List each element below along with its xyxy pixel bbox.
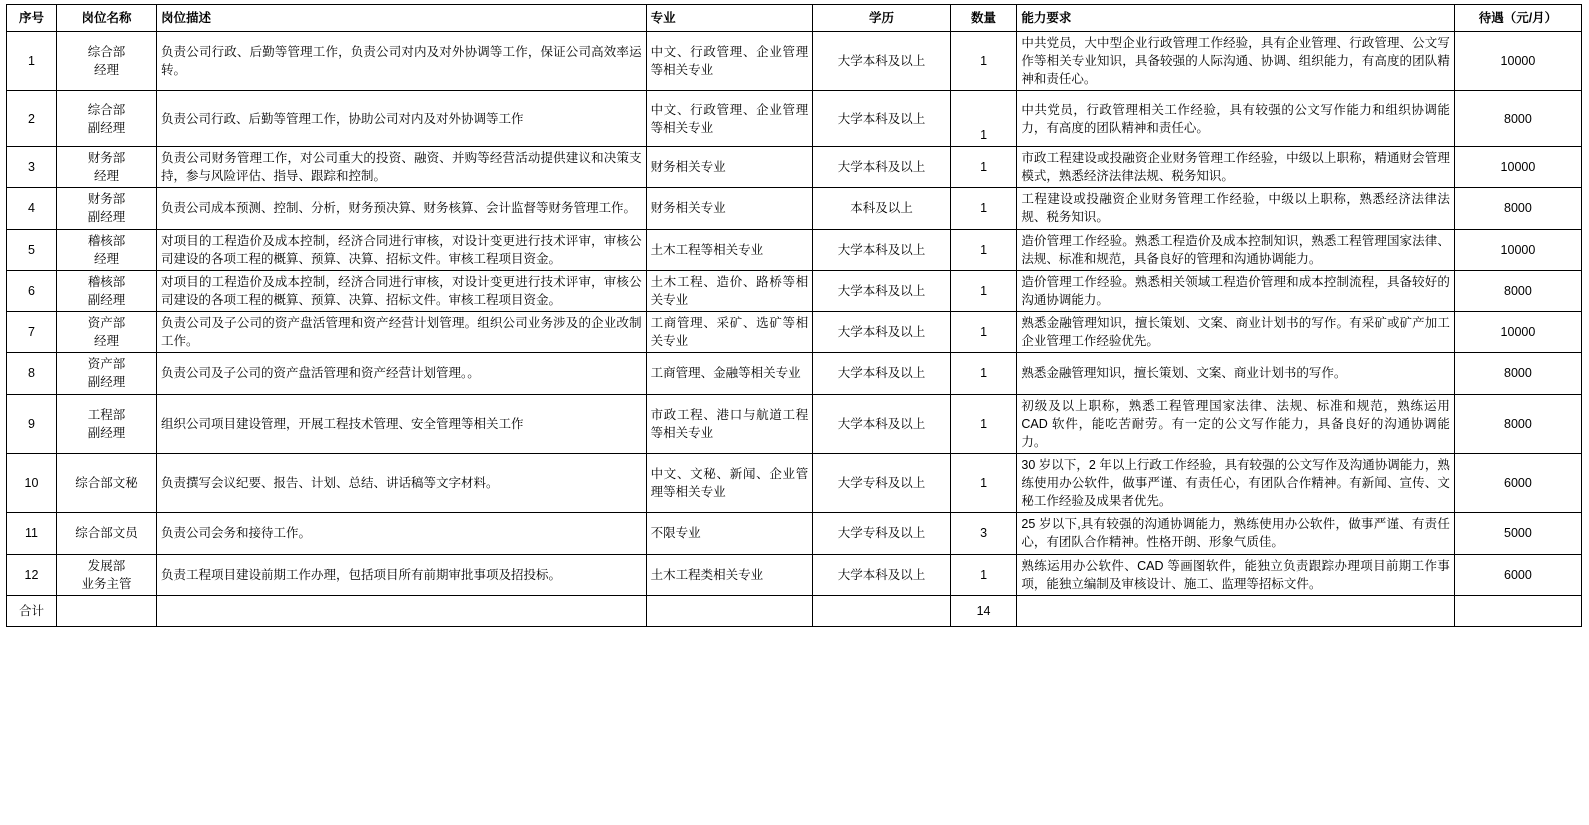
cell-description: 负责工程项目建设前期工作办理，包括项目所有前期审批事项及招投标。 (157, 554, 647, 595)
column-header-description: 岗位描述 (157, 5, 647, 32)
column-header-index: 序号 (7, 5, 57, 32)
cell-education: 大学本科及以上 (813, 353, 951, 394)
cell-pay: 10000 (1454, 312, 1581, 353)
column-header-title: 岗位名称 (57, 5, 157, 32)
cell-requirement: 熟练运用办公软件、CAD 等画图软件，能独立负责跟踪办理项目前期工作事项，能独立编制及审核设计、施工、监理等招标文件。 (1017, 554, 1454, 595)
cell-description: 负责公司及子公司的资产盘活管理和资产经营计划管理。组织公司业务涉及的企业改制工作。 (157, 312, 647, 353)
cell-title-line1: 财务部 (87, 192, 126, 207)
cell-index: 1 (7, 32, 57, 91)
cell-requirement: 中共党员，行政管理相关工作经验，具有较强的公文写作能力和组织协调能力，有高度的团队精神和责任心。 (1017, 91, 1454, 147)
cell-title-line2: 经理 (93, 169, 119, 184)
cell-title-line1: 综合部 (87, 45, 126, 60)
cell-pay: 8000 (1454, 270, 1581, 311)
cell-education: 大学本科及以上 (813, 147, 951, 188)
cell-requirement: 30 岁以下，2 年以上行政工作经验，具有较强的公文写作及沟通协调能力，熟练使用办公软件，做事严谨、有责任心，有团队合作精神。有新闻、宣传、文秘工作经验及成果者优先。 (1017, 453, 1454, 512)
cell-major: 财务相关专业 (646, 147, 813, 188)
cell-title-line2: 副经理 (87, 425, 126, 440)
total-count: 14 (950, 595, 1017, 626)
cell-index: 4 (7, 188, 57, 229)
cell-education: 大学专科及以上 (813, 453, 951, 512)
cell-count: 1 (950, 554, 1017, 595)
cell-count: 1 (950, 32, 1017, 91)
total-requirement (1017, 595, 1454, 626)
table-row (7, 188, 1582, 229)
table-row (7, 353, 1582, 394)
table-row (7, 91, 1582, 147)
cell-index: 3 (7, 147, 57, 188)
cell-major: 中文、行政管理、企业管理等相关专业 (646, 91, 813, 147)
cell-major: 土木工程类相关专业 (646, 554, 813, 595)
cell-pay: 8000 (1454, 91, 1581, 147)
cell-title (57, 270, 157, 311)
cell-title-line2: 副经理 (87, 120, 126, 135)
cell-title-line2: 经理 (93, 63, 119, 78)
cell-education: 大学本科及以上 (813, 394, 951, 453)
cell-title: 综合部文秘 (57, 453, 157, 512)
table-body (7, 32, 1582, 596)
cell-requirement: 初级及以上职称，熟悉工程管理国家法律、法规、标准和规范，熟练运用 CAD 软件，能吃苦耐劳。有一定的公文写作能力，具备良好的沟通协调能力。 (1017, 394, 1454, 453)
column-header-education: 学历 (813, 5, 951, 32)
cell-title (57, 229, 157, 270)
cell-title (57, 554, 157, 595)
cell-pay: 6000 (1454, 453, 1581, 512)
cell-title-line2: 副经理 (87, 375, 126, 390)
cell-title-line1: 稽核部 (87, 233, 126, 248)
cell-pay: 8000 (1454, 394, 1581, 453)
total-description (157, 595, 647, 626)
cell-title-line1: 工程部 (87, 407, 126, 422)
cell-major: 土木工程等相关专业 (646, 229, 813, 270)
cell-description: 负责公司及子公司的资产盘活管理和资产经营计划管理。。 (157, 353, 647, 394)
cell-pay: 8000 (1454, 188, 1581, 229)
cell-index: 11 (7, 513, 57, 554)
cell-index: 6 (7, 270, 57, 311)
cell-requirement: 造价管理工作经验。熟悉相关领域工程造价管理和成本控制流程，具备较好的沟通协调能力。 (1017, 270, 1454, 311)
table-row (7, 32, 1582, 91)
cell-description: 负责撰写会议纪要、报告、计划、总结、讲话稿等文字材料。 (157, 453, 647, 512)
cell-title (57, 147, 157, 188)
cell-requirement: 工程建设或投融资企业财务管理工作经验，中级以上职称，熟悉经济法律法规、税务知识。 (1017, 188, 1454, 229)
cell-count: 3 (950, 513, 1017, 554)
total-label: 合计 (7, 595, 57, 626)
table-row (7, 312, 1582, 353)
cell-count-value: 1 (980, 128, 988, 143)
column-header-requirement: 能力要求 (1017, 5, 1454, 32)
total-title (57, 595, 157, 626)
table-footer (7, 595, 1582, 626)
table-row (7, 453, 1582, 512)
cell-count: 1 (950, 147, 1017, 188)
cell-title-line2: 业务主管 (81, 576, 132, 591)
cell-title-line2: 副经理 (87, 210, 126, 225)
table-row (7, 229, 1582, 270)
cell-major: 土木工程、造价、路桥等相关专业 (646, 270, 813, 311)
cell-count: 1 (950, 229, 1017, 270)
cell-education: 大学本科及以上 (813, 229, 951, 270)
cell-title-line1: 资产部 (87, 316, 126, 330)
cell-pay: 10000 (1454, 229, 1581, 270)
cell-description: 组织公司项目建设管理，开展工程技术管理、安全管理等相关工作 (157, 394, 647, 453)
job-requirements-table (6, 4, 1582, 627)
cell-index: 9 (7, 394, 57, 453)
cell-count: 1 (950, 353, 1017, 394)
table-row (7, 513, 1582, 554)
cell-major: 财务相关专业 (646, 188, 813, 229)
cell-major: 工商管理、金融等相关专业 (646, 353, 813, 394)
cell-count: 1 (950, 312, 1017, 353)
column-header-pay: 待遇（元/月） (1454, 5, 1581, 32)
column-header-count: 数量 (950, 5, 1017, 32)
cell-index: 10 (7, 453, 57, 512)
cell-title (57, 312, 157, 353)
cell-description: 对项目的工程造价及成本控制，经济合同进行审核，对设计变更进行技术评审，审核公司建设的各项工程的概算、预算、决算、招标文件。审核工程项目资金。 (157, 270, 647, 311)
cell-description: 负责公司会务和接待工作。 (157, 513, 647, 554)
cell-count (950, 91, 1017, 147)
table-row (7, 554, 1582, 595)
cell-index: 2 (7, 91, 57, 147)
cell-requirement: 中共党员，大中型企业行政管理工作经验，具有企业管理、行政管理、公文写作等相关专业知识，具备较强的人际沟通、协调、组织能力，有高度的团队精神和责任心。 (1017, 32, 1454, 91)
cell-major: 中文、行政管理、企业管理等相关专业 (646, 32, 813, 91)
total-education (813, 595, 951, 626)
cell-count: 1 (950, 270, 1017, 311)
table-row (7, 270, 1582, 311)
cell-title (57, 394, 157, 453)
cell-description: 对项目的工程造价及成本控制，经济合同进行审核，对设计变更进行技术评审，审核公司建设的各项工程的概算、预算、决算、招标文件。审核工程项目资金。 (157, 229, 647, 270)
cell-count: 1 (950, 453, 1017, 512)
cell-title-line2: 经理 (93, 334, 119, 349)
cell-requirement: 市政工程建设或投融资企业财务管理工作经验，中级以上职称，精通财会管理模式，熟悉经济法律法规、税务知识。 (1017, 147, 1454, 188)
cell-title-line2: 副经理 (87, 292, 126, 307)
total-row (7, 595, 1582, 626)
cell-pay: 6000 (1454, 554, 1581, 595)
cell-description: 负责公司成本预测、控制、分析，财务预决算、财务核算、会计监督等财务管理工作。 (157, 188, 647, 229)
cell-title-line1: 财务部 (87, 151, 126, 165)
cell-pay: 5000 (1454, 513, 1581, 554)
cell-requirement: 25 岁以下,具有较强的沟通协调能力，熟练使用办公软件，做事严谨、有责任心，有团队合作精神。性格开朗、形象气质佳。 (1017, 513, 1454, 554)
cell-education: 本科及以上 (813, 188, 951, 229)
cell-major: 市政工程、港口与航道工程等相关专业 (646, 394, 813, 453)
cell-requirement: 熟悉金融管理知识，擅长策划、文案、商业计划书的写作。 (1017, 353, 1454, 394)
cell-title (57, 32, 157, 91)
cell-education: 大学本科及以上 (813, 91, 951, 147)
cell-requirement: 造价管理工作经验。熟悉工程造价及成本控制知识，熟悉工程管理国家法律、法规、标准和规范，具备良好的管理和沟通协调能力。 (1017, 229, 1454, 270)
cell-title-line1: 发展部 (87, 558, 126, 573)
cell-description: 负责公司财务管理工作，对公司重大的投资、融资、并购等经营活动提供建议和决策支持，参与风险评估、指导、跟踪和控制。 (157, 147, 647, 188)
cell-title (57, 188, 157, 229)
cell-title: 综合部文员 (57, 513, 157, 554)
cell-index: 7 (7, 312, 57, 353)
total-pay (1454, 595, 1581, 626)
cell-title-line1: 稽核部 (87, 274, 126, 289)
cell-education: 大学本科及以上 (813, 312, 951, 353)
cell-pay: 10000 (1454, 32, 1581, 91)
cell-title-line1: 综合部 (87, 102, 126, 117)
table-header (7, 5, 1582, 32)
table-row (7, 147, 1582, 188)
cell-index: 8 (7, 353, 57, 394)
cell-title (57, 91, 157, 147)
column-header-major: 专业 (646, 5, 813, 32)
cell-pay: 10000 (1454, 147, 1581, 188)
table-row (7, 394, 1582, 453)
cell-education: 大学本科及以上 (813, 32, 951, 91)
cell-count: 1 (950, 394, 1017, 453)
cell-education: 大学本科及以上 (813, 270, 951, 311)
cell-count: 1 (950, 188, 1017, 229)
cell-title (57, 353, 157, 394)
total-major (646, 595, 813, 626)
cell-index: 12 (7, 554, 57, 595)
cell-major: 工商管理、采矿、选矿等相关专业 (646, 312, 813, 353)
cell-pay: 8000 (1454, 353, 1581, 394)
cell-description: 负责公司行政、后勤等管理工作，协助公司对内及对外协调等工作 (157, 91, 647, 147)
cell-title-line1: 资产部 (87, 357, 126, 372)
header-row (7, 5, 1582, 32)
cell-requirement: 熟悉金融管理知识，擅长策划、文案、商业计划书的写作。有采矿或矿产加工企业管理工作经验优先。 (1017, 312, 1454, 353)
cell-education: 大学专科及以上 (813, 513, 951, 554)
cell-index: 5 (7, 229, 57, 270)
cell-education: 大学本科及以上 (813, 554, 951, 595)
cell-major: 中文、文秘、新闻、企业管理等相关专业 (646, 453, 813, 512)
cell-major: 不限专业 (646, 513, 813, 554)
cell-title-line2: 经理 (93, 251, 119, 266)
cell-description: 负责公司行政、后勤等管理工作，负责公司对内及对外协调等工作，保证公司高效率运转。 (157, 32, 647, 91)
